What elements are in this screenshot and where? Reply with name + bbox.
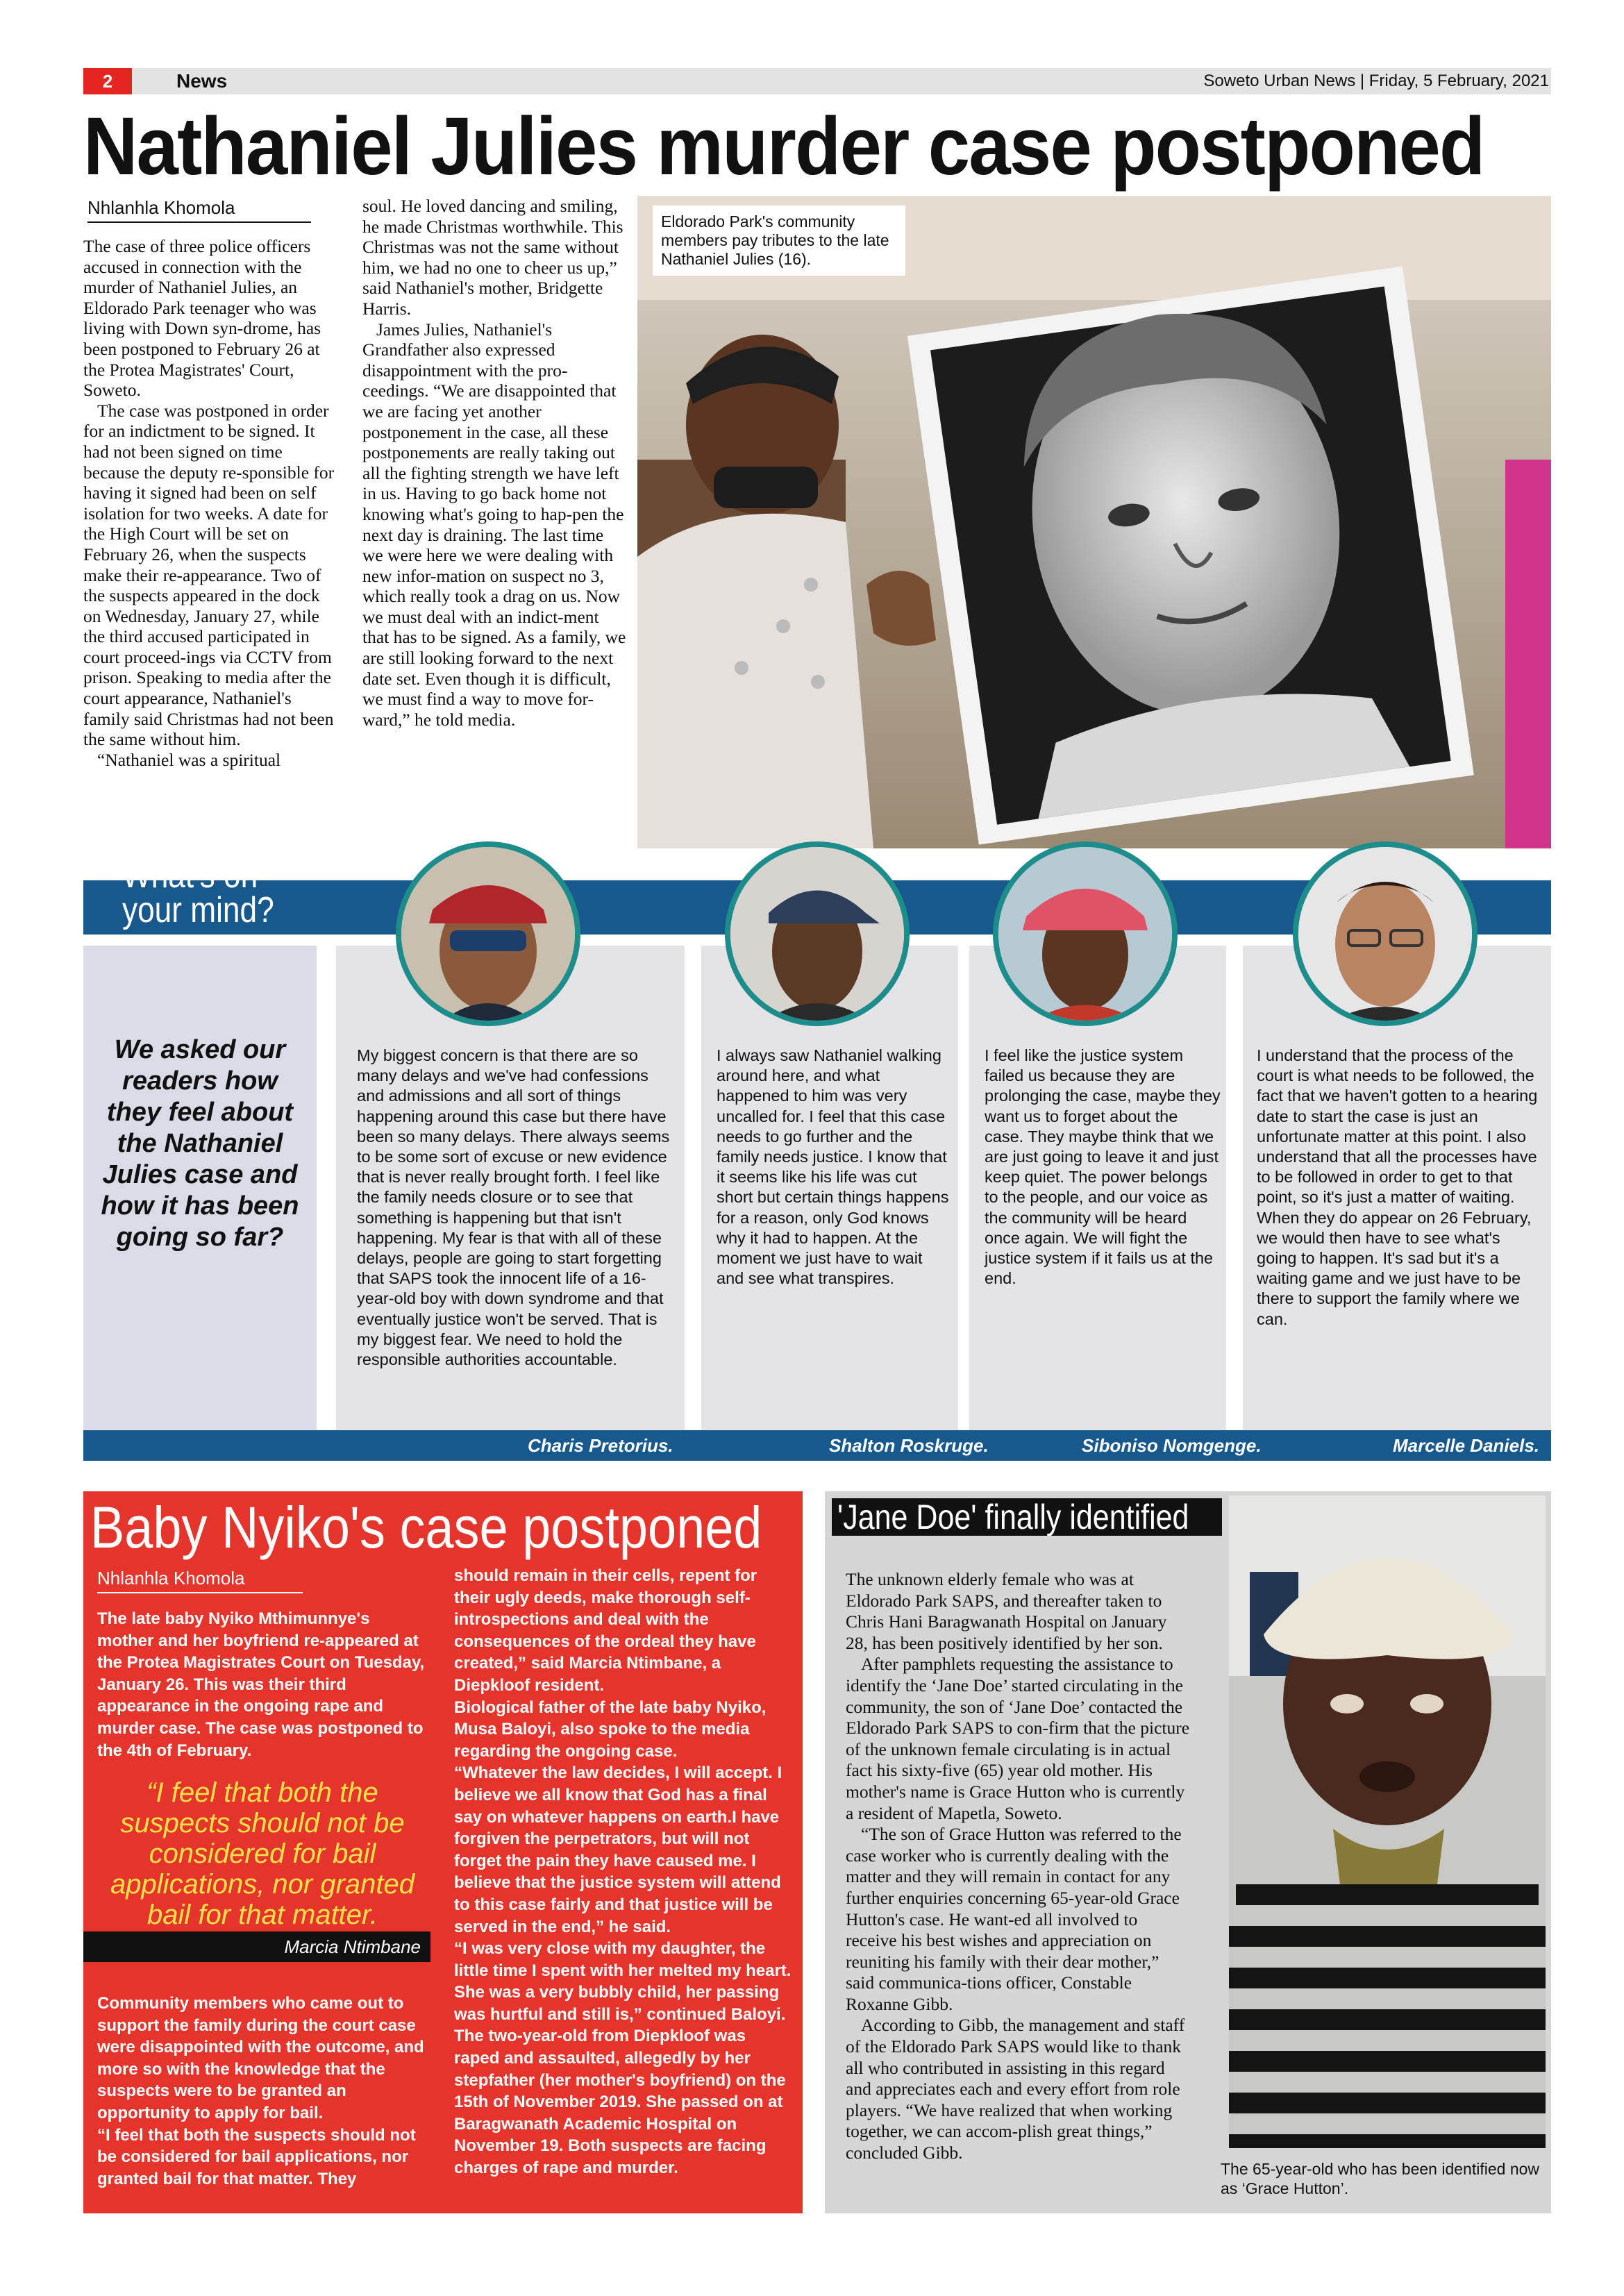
headline-text: 'Jane Doe' finally identified: [837, 1498, 1189, 1536]
title-line: What's on: [122, 855, 258, 896]
baby-nyiko-col2: [454, 1565, 794, 2179]
respondent-name: Charis Pretorius.: [528, 1435, 673, 1456]
respondent-name: Siboniso Nomgenge.: [1082, 1435, 1262, 1456]
paragraph: “Whatever the law decides, I will accept. I believe we all know that God has a final say on whatever happens on earth.I have forgiven the perpetrators, but will not forget the pain they have caused me. I believe that the justice system will attend to this case fairly and that justice will be served in the end,” he said.: [454, 1763, 782, 1936]
paragraph: “Nathaniel was a spiritual: [97, 749, 281, 770]
main-col1: [83, 236, 337, 770]
portrait-avatar: [1293, 841, 1477, 1026]
paragraph: “I feel that both the suspects should not be considered for bail applications, nor granted bail for that matter. They: [97, 2125, 416, 2188]
response-text-2: I always saw Nathaniel walking around here, and what happened to him was very uncalled for. I feel that this case needs to go further and the family needs justice. I know that it seems like his life was cut short but certain things happens for a reason, only God knows why it had to happen. At the moment we just have to wait and see what transpires.: [717, 1046, 949, 1288]
section-label: News: [176, 70, 228, 92]
jane-doe-headline: [832, 1498, 1222, 1536]
portrait-avatar: [725, 841, 910, 1026]
paragraph: “The son of Grace Hutton was referred to the case worker who is currently dealing with the matter and they will remain in contact for any further enquiries concerning 65-year-old Grace Hutton's case. He want-ed all involved to receive his best wishes and appreciation on reuniting his family with their dear mother,” said communica-tions officer, Constable Roxanne Gibb.: [846, 1824, 1182, 2014]
paragraph: The case of three police officers accused in connection with the murder of Nathaniel Julies, an Eldorado Park teenager who was living with Down syn-drome, has been postponed to February 26 at the Protea Magistrates' Court, Soweto.: [83, 236, 321, 401]
whats-on-mind-title: [122, 855, 274, 930]
title-line: your mind?: [122, 890, 274, 930]
paragraph: Biological father of the late baby Nyiko, Musa Baloyi, also spoke to the media regarding the ongoing case.: [454, 1698, 767, 1761]
baby-nyiko-intro: The late baby Nyiko Mthimunnye's mother and her boyfriend re-appeared at the Protea Magistrates Court on Tuesday, January 26. This was their third appearance in the ongoing rape and murder case. The case was postponed to the 4th of February.: [97, 1609, 425, 1760]
pull-quote-attribution: [83, 1932, 430, 1962]
page-number: 2: [83, 68, 132, 94]
paragraph: The unknown elderly female who was at Eldorado Park SAPS, and thereafter taken to Chris Hani Baragwanath Hospital on January 28, has been positively identified by her son.: [846, 1569, 1167, 1653]
main-headline: Nathaniel Julies murder case postponed: [83, 101, 1484, 192]
baby-nyiko-col1: [97, 1993, 430, 2190]
grace-hutton-photo: [1229, 1495, 1546, 2148]
jane-doe-body: [846, 1569, 1190, 2164]
baby-nyiko-byline: Nhlanhla Khomola: [97, 1568, 303, 1593]
names-band: [83, 1430, 1551, 1461]
portrait-avatar: [396, 841, 580, 1026]
main-col2: [362, 196, 626, 730]
paragraph: The two-year-old from Diepkloof was raped and assaulted, allegedly by her stepfather (her mother's boyfriend) on the 15th of November 2019. She passed on at Baragwanath Academic Hospital on November 19. Both suspects are facing charges of rape and murder.: [454, 2027, 786, 2178]
response-text-3: I feel like the justice system failed us because they are prolonging the case, maybe they want us to forget about the case. They maybe think that we are just going to leave it and just keep quiet. The power belongs to the people, and our voice as the community will be heard once again. We will fight the justice system if it fails us at the end.: [985, 1046, 1221, 1288]
paragraph: The case was postponed in order for an indictment to be signed. It had not been signed on time because the deputy re-sponsible for having it signed had been on self isolation for two weeks. A date for the High Court will be set on February 26, when the suspects make their re-appearance. Two of the suspects appeared in the dock on Wednesday, January 27, while the third accused participated in court proceed-ings via CCTV from prison. Speaking to media after the court appearance, Nathaniel's family said Christmas had not been the same without him.: [83, 400, 335, 750]
paragraph: soul. He loved dancing and smiling, he made Christmas worthwhile. This Christmas was not the same without him, we had no one to cheer us up,” said Nathaniel's mother, Bridgette Harris.: [362, 196, 623, 319]
pull-quote: “I feel that both the suspects should not be considered for bail applications, nor granted bail for that matter.: [110, 1777, 415, 1930]
response-text-4: I understand that the process of the court is what needs to be followed, the fact that we haven't gotten to a hearing date to start the case is just an unfortunate matter at this point. I also understand that all the processes have to be followed in order to get to that point, so it's just a matter of waiting. When they do appear on 26 February, we would then have to see what's going to happen. It's sad but it's a waiting game and we just have to be there to support the family where we can.: [1257, 1046, 1538, 1328]
publication-date: Soweto Urban News | Friday, 5 February, 2021: [1203, 72, 1549, 90]
respondent-name: Shalton Roskruge.: [829, 1435, 989, 1456]
paragraph: After pamphlets requesting the assistance to identify the ‘Jane Doe’ started circulating in the community, the son of ‘Jane Doe’ contacted the Eldorado Park SAPS to con-firm that the picture of the unknown female circulating is in actual fact his sixty-five (65) year old mother. His mother's name is Grace Hutton who is currently a resident of Mapetla, Soweto.: [846, 1654, 1190, 1823]
byline-text: Nhlanhla Khomola: [87, 197, 311, 223]
grace-hutton-caption: The 65-year-old who has been identified now as ‘Grace Hutton’.: [1221, 2160, 1540, 2197]
paragraph: James Julies, Nathaniel's Grandfather also expressed disappointment with the pro-ceedings. “We are disappointed that we are facing yet another postponement in the case, all these postponements are really taking out all the fighting strength we have left in us. Having to go back home not knowing what's going to hap-pen the next day is draining. The last time we were here we were dealing with new infor-mation on suspect no 3, which really took a drag on us. Now we must deal with an indict-ment that has to be signed. As a family, we are still looking forward to the next date set. Even though it is difficult, we must find a way to move for-ward,” he told media.: [362, 319, 626, 730]
baby-nyiko-headline: Baby Nyiko's case postponed: [90, 1495, 762, 1560]
attribution-text: Marcia Ntimbane: [284, 1936, 421, 1957]
paragraph: should remain in their cells, repent for their ugly deeds, make thorough self-introspections and deal with the consequences of the ordeal they have created,” said Marcia Ntimbane, a Diepkloof resident.: [454, 1566, 757, 1695]
respondent-name: Marcelle Daniels.: [1393, 1435, 1539, 1456]
main-byline: [87, 197, 311, 223]
response-text-1: My biggest concern is that there are so many delays and we've had confessions and admissions and all sort of things happening around this case but there have been so many delays. There always seems to be some sort of excuse or new evidence that is never really brought forth. I feel like the family needs closure or to see that something is happening but that isn't happening. My fear is that with all of these delays, people are going to start forgetting that SAPS took the innocent life of a 16-year-old boy with down syndrome and that eventually justice won't be served. That is my biggest fear. We need to hold the responsible authorities accountable.: [357, 1046, 670, 1369]
paragraph: Community members who came out to support the family during the court case were disappointed with the outcome, and more so with the knowledge that the suspects were to be granted an opportunity to apply for bail.: [97, 1994, 424, 2122]
paragraph: According to Gibb, the management and staff of the Eldorado Park SAPS would like to thank all who contributed in assisting in this regard and appreciates each and every effort from role players. “We have realized that when working together, we can accom-plish great things,” concluded Gibb.: [846, 2015, 1185, 2163]
paragraph: “I was very close with my daughter, the little time I spent with her melted my heart. She was a very bubbly child, her passing was hurtful and still is,” continued Baloyi.: [454, 1939, 792, 2024]
tribute-photo: [637, 196, 1551, 848]
question-text: We asked our readers how they feel about the Nathaniel Julies case and how it has been going so far?: [101, 1035, 299, 1252]
tribute-photo-caption: Eldorado Park's community members pay tributes to the late Nathaniel Julies (16).: [653, 206, 905, 276]
portrait-avatar: [993, 841, 1178, 1026]
